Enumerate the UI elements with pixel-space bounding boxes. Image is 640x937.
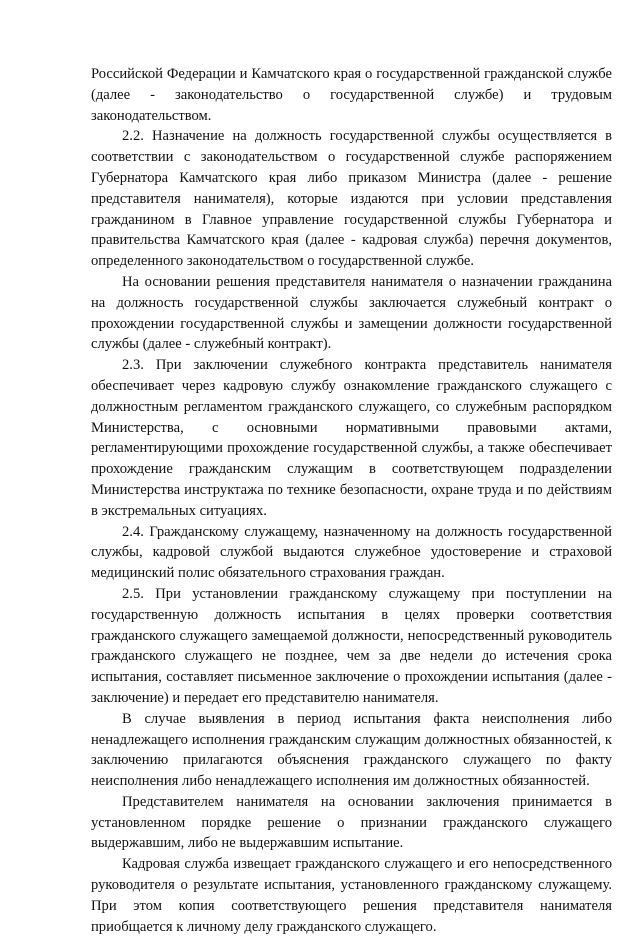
paragraph-2-3: 2.3. При заключении служебного контракта представитель нанимателя обеспечивает через кадровую службу ознакомление гражданского служащего с должностным регламентом гражданского служащего, со служебным распорядком Министерства, с основными нормативными правовыми актами, регламентирующими прохождение государственной службы, а также обеспечивает прохождение гражданским служащим в соответствующем подразделении Министерства инструктажа по технике безопасности, охране труда и по действиям в экстремальных ситуациях. <box>91 357 612 519</box>
paragraph-2-5: 2.5. При установлении гражданскому служащему при поступлении на государственную должность испытания в целях проверки соответствия гражданского служащего замещаемой должности, непосредственный руководитель гражданского служащего не позднее, чем за две недели до истечения срока испытания, составляет письменное заключение о прохождении испытания (далее - заключение) и передает его представителю нанимателя. <box>91 585 612 706</box>
paragraph-2-2: 2.2. Назначение на должность государственной службы осуществляется в соответствии с законодательством о государственной службе распоряжением Губернатора Камчатского края либо приказом Министра (далее - решение представителя нанимателя), которые издаются при условии представления гражданином в Главное управление государственной службы Губернатора и правительства Камчатского края (далее - кадровая служба) перечня документов, определенного законодательством о государственной службе. <box>91 128 612 270</box>
paragraph-employer-decision: Представителем нанимателя на основании заключения принимается в установленном порядке решение о признании гражданского служащего выдержавшим, либо не выдержавшим испытание. <box>91 793 612 852</box>
paragraph-continuation: Российской Федерации и Камчатского края о государственной гражданской службе (далее - законодательство о государственной службе) и трудовым законодательством. <box>91 66 612 124</box>
document-body <box>91 64 612 937</box>
paragraph-contract-basis: На основании решения представителя нанимателя о назначении гражданина на должность государственной службы заключается служебный контракт о прохождении государственной службы и замещении должности государственной службы (далее - служебный контракт). <box>91 273 612 353</box>
paragraph-hr-notification: Кадровая служба извещает гражданского служащего и его непосредственного руководителя о результате испытания, установленного гражданскому служащему. При этом копия соответствующего решения представителя нанимателя приобщается к личному делу гражданского служащего. <box>91 856 612 935</box>
paragraph-2-4: 2.4. Гражданскому служащему, назначенному на должность государственной службы, кадровой службой выдаются служебное удостоверение и страховой медицинский полис обязательного страхования граждан. <box>91 523 612 582</box>
paragraph-probation-failure: В случае выявления в период испытания факта неисполнения либо ненадлежащего исполнения гражданским служащим должностных обязанностей, к заключению прилагаются объяснения гражданского служащего по факту неисполнения либо ненадлежащего исполнения им должностных обязанностей. <box>91 710 612 790</box>
